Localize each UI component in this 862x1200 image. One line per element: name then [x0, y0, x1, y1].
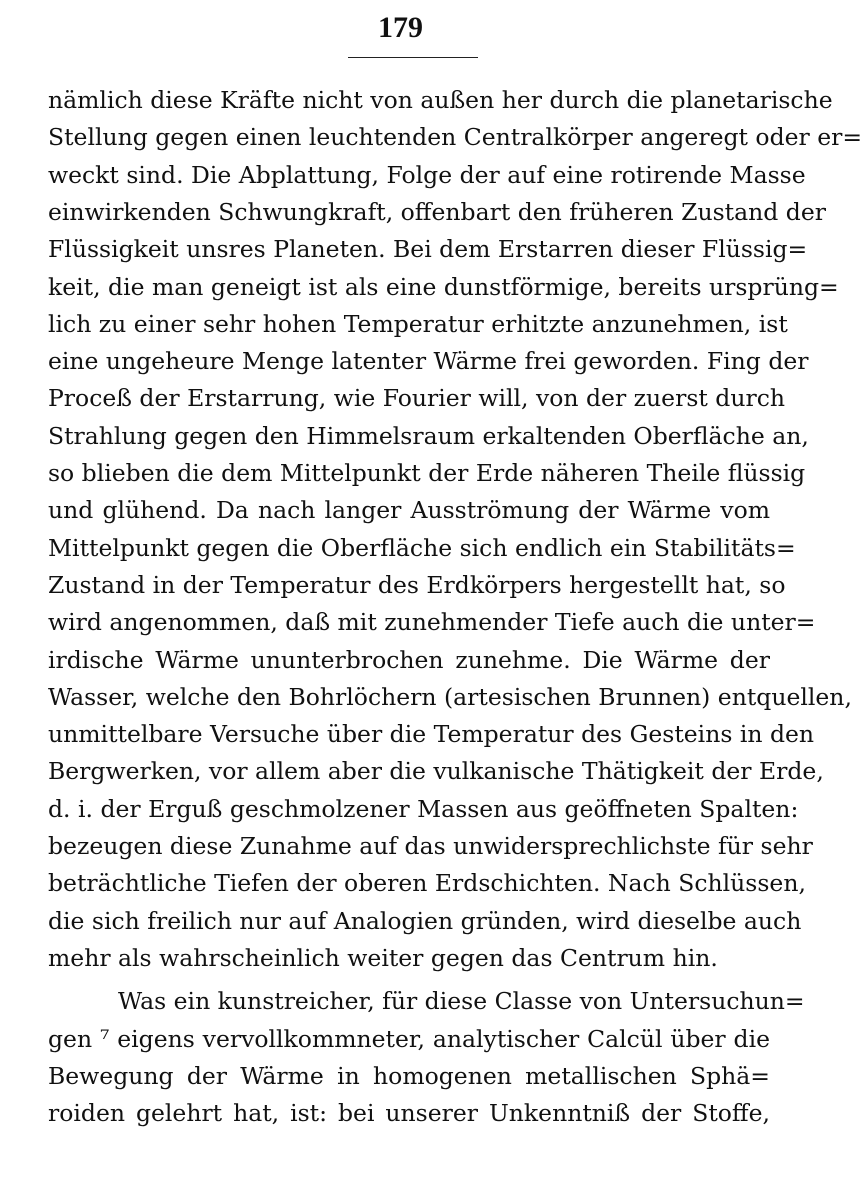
text-line: Flüssigkeit unsres Planeten. Bei dem Erstarren dieser Flüssig=	[48, 235, 808, 264]
text-line: nämlich diese Kräfte nicht von außen her durch die planetarische	[48, 86, 833, 114]
text-line: Strahlung gegen den Himmelsraum erkaltenden Oberfläche an,	[48, 421, 809, 450]
text-line: Zustand in der Temperatur des Erdkörpers hergestellt hat, so	[48, 570, 786, 599]
text-line: Bewegung der Wärme in homogenen metallischen Sphä=	[48, 1061, 770, 1090]
text-line: mehr als wahrscheinlich weiter gegen das Centrum hin.	[48, 943, 718, 972]
text-line: Stellung gegen einen leuchtenden Centralkörper angeregt oder er=	[48, 123, 862, 152]
text-line: unmittelbare Versuche über die Temperatur des Gesteins in den	[48, 720, 815, 749]
text-line: Bergwerken, vor allem aber die vulkanische Thätigkeit der Erde,	[48, 757, 824, 786]
text-line: lich zu einer sehr hohen Temperatur erhitzte anzunehmen, ist	[48, 309, 788, 338]
text-line: einwirkenden Schwungkraft, offenbart den früheren Zustand der	[48, 197, 826, 226]
text-line: d. i. der Erguß geschmolzener Massen aus geöffneten Spalten:	[48, 794, 799, 823]
text-line: wird angenommen, daß mit zunehmender Tiefe auch die unter=	[48, 608, 816, 637]
text-line: und glühend. Da nach langer Ausströmung der Wärme vom	[48, 496, 770, 525]
text-line: Mittelpunkt gegen die Oberfläche sich endlich ein Stabilitäts=	[48, 533, 796, 562]
text-line: weckt sind. Die Abplattung, Folge der auf eine rotirende Masse	[48, 160, 806, 189]
text-line: irdische Wärme ununterbrochen zunehme. Die Wärme der	[48, 645, 770, 674]
text-line: Wasser, welche den Bohrlöchern (artesischen Brunnen) entquellen,	[48, 682, 852, 711]
header-rule	[348, 57, 478, 58]
text-line: roiden gelehrt hat, ist: bei unserer Unkenntniß der Stoffe,	[48, 1099, 770, 1128]
text-line: eine ungeheure Menge latenter Wärme frei geworden. Fing der	[48, 347, 809, 376]
text-line: Proceß der Erstarrung, wie Fourier will, von der zuerst durch	[48, 384, 786, 413]
text-line: keit, die man geneigt ist als eine dunstförmige, bereits ursprüng=	[48, 272, 839, 301]
text-line: so blieben die dem Mittelpunkt der Erde näheren Theile flüssig	[48, 459, 806, 487]
text-line: die sich freilich nur auf Analogien gründen, wird dieselbe auch	[48, 906, 802, 935]
page-number: 179	[378, 11, 423, 44]
text-line: bezeugen diese Zunahme auf das unwidersprechlichste für sehr	[48, 832, 813, 860]
text-line: beträchtliche Tiefen der oberen Erdschichten. Nach Schlüssen,	[48, 869, 806, 898]
text-line: gen ⁷ eigens vervollkommneter, analytischer Calcül über die	[48, 1024, 770, 1053]
text-line: Was ein kunstreicher, für diese Classe von Untersuchun=	[118, 987, 805, 1016]
